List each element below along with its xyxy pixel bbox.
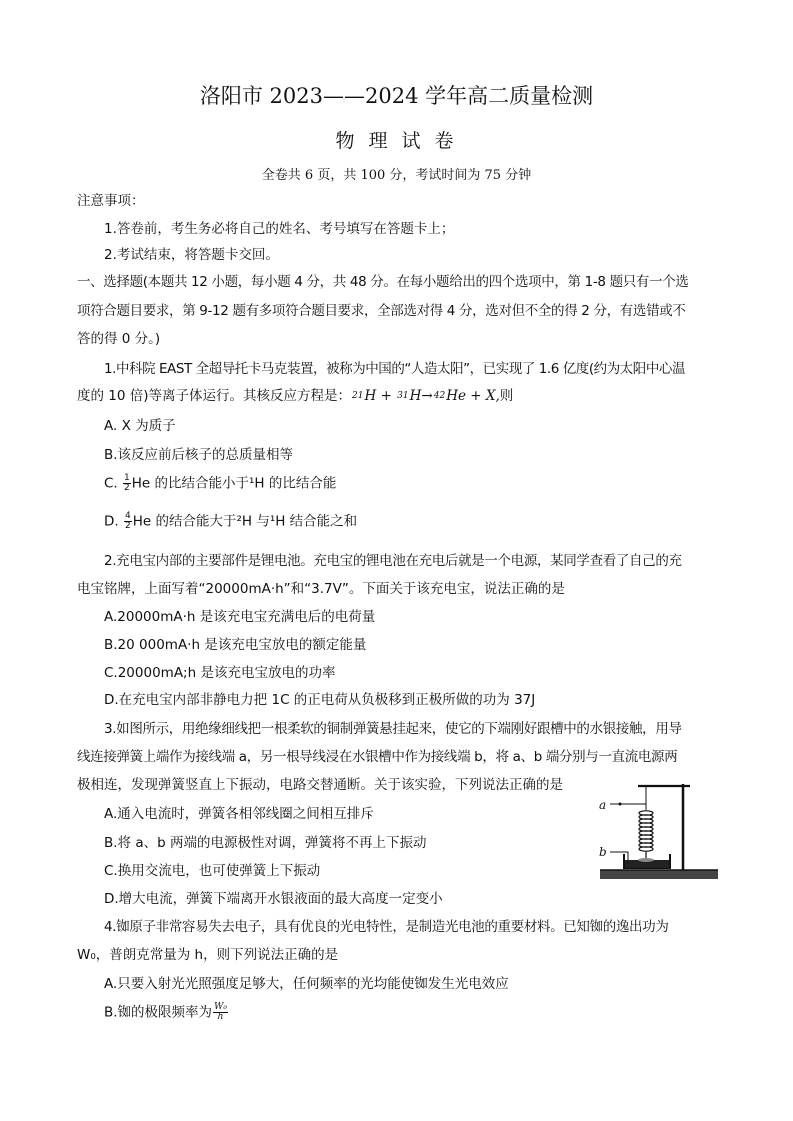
q2-option-d: D.在充电宝内部非静电力把 1C 的正电荷从负极移到正极所做的功为 37J: [104, 692, 536, 708]
q1-stem-prefix: 度的 10 倍)等离子体运行。其核反应方程是：: [77, 388, 352, 404]
section1-line: 一、选择题(本题共 12 小题，每小题 4 分，共 48 分。在每小题给出的四个选项中，第 1-8 题只有一个选: [77, 274, 689, 290]
note-item: 2.考试结束，将答题卡交回。: [104, 247, 279, 263]
q1-stem-2: [77, 387, 513, 405]
q1-stem-suffix: 则: [499, 388, 514, 404]
spring-apparatus-figure: [598, 776, 720, 884]
q3-stem-3: 极相连，发现弹簧竖直上下振动，电路交替通断。关于该实验，下列说法正确的是: [77, 777, 563, 793]
subject-title: 物 理 试 卷: [335, 130, 458, 152]
figure-label-a: a: [599, 798, 607, 812]
section1-line: 项符合题目要求，第 9-12 题有多项符合题目要求，全部选对得 4 分，选对但不全的得 2 分，有选错或不: [77, 303, 686, 319]
q3-option-b: B.将 a、b 两端的电源极性对调，弹簧将不再上下振动: [104, 835, 427, 851]
q1-option-d: D. $\frac{4}{2}$ He 的结合能大于²H 与¹H 结合能之和: [104, 511, 358, 531]
q1-option-b: B.该反应前后核子的总质量相等: [104, 447, 294, 463]
q3-option-c: C.换用交流电，也可使弹簧上下振动: [104, 863, 321, 879]
q1-equation: 21H + 31H→42He + X,: [352, 388, 500, 404]
q2-stem: 2.充电宝内部的主要部件是锂电池。充电宝的锂电池在充电后就是一个电源，某同学查看了自己的充: [104, 553, 682, 569]
q3-stem: 3.如图所示，用绝缘细线把一根柔软的铜制弹簧悬挂起来，使它的下端刚好跟槽中的水银接触，用导: [104, 721, 682, 737]
section1-line: 答的得 0 分。): [77, 331, 161, 347]
exam-title: 洛阳市 2023——2024 学年高二质量检测: [199, 84, 594, 108]
q4-stem-2: W₀，普朗克常量为 h，则下列说法正确的是: [77, 947, 339, 963]
q4-stem: 4.铷原子非常容易失去电子，具有优良的光电特性，是制造光电池的重要材料。已知铷的逸出功为: [104, 919, 669, 935]
q2-option-c: C.20000mA;h 是该充电宝放电的功率: [104, 665, 336, 681]
notes-heading: 注意事项：: [77, 193, 145, 209]
figure-base: [600, 870, 718, 879]
q1-option-a: A. X 为质子: [104, 418, 176, 434]
q3-option-d: D.增大电流，弹簧下端离开水银液面的最大高度一定变小: [104, 891, 443, 907]
q3-option-a: A.通入电流时，弹簧各相邻线圈之间相互排斥: [104, 806, 374, 822]
exam-info: 全卷共 6 页，共 100 分，考试时间为 75 分钟: [261, 168, 532, 183]
q2-stem-2: 电宝铭牌，上面写着“20000mA·h”和“3.7V”。下面关于该充电宝，说法正确的是: [77, 581, 565, 597]
q4-option-a: A.只要入射光光照强度足够大，任何频率的光均能使铷发生光电效应: [104, 976, 509, 992]
figure-spring: [639, 811, 653, 858]
q2-option-b: B.20 000mA·h 是该充电宝放电的额定能量: [104, 637, 367, 653]
note-item: 1.答卷前，考生务必将自己的姓名、考号填写在答题卡上；: [104, 221, 455, 237]
q4-option-b: B.铷的极限频率为 $\frac{\text{W₀}}{h}$: [104, 1002, 227, 1022]
q1-option-c: C. $\frac{1}{2}$ He 的比结合能小于¹H 的比结合能: [104, 473, 337, 493]
q2-option-a: A.20000mA·h 是该充电宝充满电后的电荷量: [104, 609, 376, 625]
q3-stem-2: 线连接弹簧上端作为接线端 a，另一根导线浸在水银槽中作为接线端 b，将 a、b 端分别与一直流电源两: [77, 749, 678, 765]
q1-stem: 1.中科院 EAST 全超导托卡马克装置，被称为中国的“人造太阳”，已实现了 1.6 亿度(约为太阳中心温: [104, 361, 685, 377]
figure-label-b: b: [599, 845, 607, 859]
